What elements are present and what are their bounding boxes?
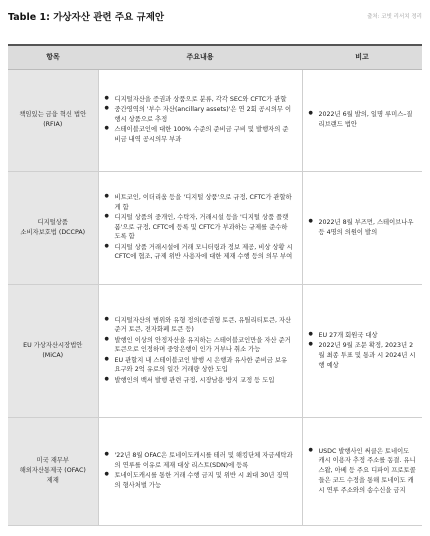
item-line: 제재 [46,476,59,484]
table-row [8,284,422,417]
row-note-dccpa [302,171,422,284]
list-item: ● 토네이도캐시를 통한 거래 수행 금지 및 위반 시 최대 30년 징역의 형사처벌 가능 [103,471,294,491]
list-item: ● 중간영역의 '부수 자산(ancillary assets)'은 연 2회 공시의무 이행시 상품으로 추정 [103,105,294,125]
header-content: 주요내용 [98,45,302,69]
list-item: ● 발행인의 백서 발행 관련 규정, 시장남용 방지 교정 등 도입 [103,376,294,386]
list-item: ● EU 27개 회원국 대상 [307,331,417,341]
list-item: ● '22년 8월 OFAC은 토네이도캐시를 테러 및 해킹단체 자금세탁과의 연루를 이유로 제재 대상 리스트(SDN)에 등록 [103,451,294,471]
list-item: ● 디지털자산의 범위와 유형 정의(증권형 토큰, 유틸리티토큰, 자산 준거 토큰, 전자화폐 토큰 등) [103,316,294,336]
list-item: ● 디지털 상품 거래시설에 거래 모니터링과 정보 제공, 비상 상황 시 CFTC에 협조, 규제 위반 사용자에 대한 제재 수행 등의 의무 부여 [103,243,294,263]
source-note: 출처: 코빗 리서치 정리 [367,14,422,20]
row-content-dccpa [98,171,302,284]
item-line: 해외자산통제국 (OFAC) [19,467,86,475]
list-item: ● 디지털자산을 증권과 상품으로 분류, 각각 SEC와 CFTC가 관할 [103,95,294,105]
item-line: EU 가상자산시장법안 [23,341,83,349]
list-item: ● 디지털 상품의 중개인, 수탁자, 거래시설 등을 '디지털 상품 플랫폼'으로 규정, CFTC에 등록 및 CFTC가 부과하는 규제를 준수하도록 함 [103,213,294,242]
list-item: ● 비트코인, 이더리움 등을 '디지털 상품'으로 규정, CFTC가 관할하게 함 [103,193,294,213]
row-item-mica [8,284,98,417]
regulation-table [8,44,422,526]
item-line: (MiCA) [42,351,64,359]
list-item: ● 2022년 8월 부즈먼, 스테이브나우 등 4명의 의원이 발의 [307,218,417,238]
list-item: ● 2022년 9월 조문 확정, 2023년 2월 최종 투표 및 통과 시 2024년 시행 예상 [307,341,417,370]
table-title: Table 1: 가상자산 관련 주요 규제안 [8,12,165,23]
list-item: ● 발행인 이상의 안정자산을 유지하는 스테이블코인만을 자산 준거 토큰으로 인정하며 중앙은행이 인가 거부나 취소 가능 [103,336,294,356]
row-note-ofac [302,417,422,525]
row-note-mica [302,284,422,417]
item-line: 디지털상품 [37,218,68,226]
row-content-ofac [98,417,302,525]
list-item: ● EU 관할지 내 스테이블코인 발행 시 은행과 유사한 준비금 보유 요구와 2억 유로의 일간 거래량 상한 도입 [103,356,294,376]
header-item: 항목 [8,45,98,69]
row-content-rfia [98,69,302,171]
table-row [8,417,422,525]
row-note-rfia [302,69,422,171]
item-line: (RFIA) [43,121,63,128]
title-bar [8,6,422,26]
table-header-row [8,45,422,69]
list-item: ● 2022년 6월 발의, 일명 루미스–질리브랜드 법안 [307,110,417,130]
header-note: 비고 [302,45,422,69]
list-item: ● USDC 발행사인 써클은 토네이도 캐시 이용자 추정 주소를 동결. 유니스왑, 아베 등 주요 디파이 프로토콜들은 코드 수정을 통해 토네이도 캐시 연루 주소와의 송수신을 금지 [307,447,417,496]
row-content-mica [98,284,302,417]
item-line: 소비자보호법 (DCCPA) [20,228,86,236]
list-item: ● 스테이블코인에 대한 100% 수준의 준비금 구비 및 발행자의 준비금 내역 공시의무 부과 [103,125,294,145]
row-item-ofac [8,417,98,525]
item-line: 책임있는 금융 혁신 법안 [19,111,87,119]
row-item-dccpa [8,171,98,284]
table-row [8,69,422,171]
table-row [8,171,422,284]
row-item-rfia [8,69,98,171]
item-line: 미국 재무부 [36,457,69,465]
